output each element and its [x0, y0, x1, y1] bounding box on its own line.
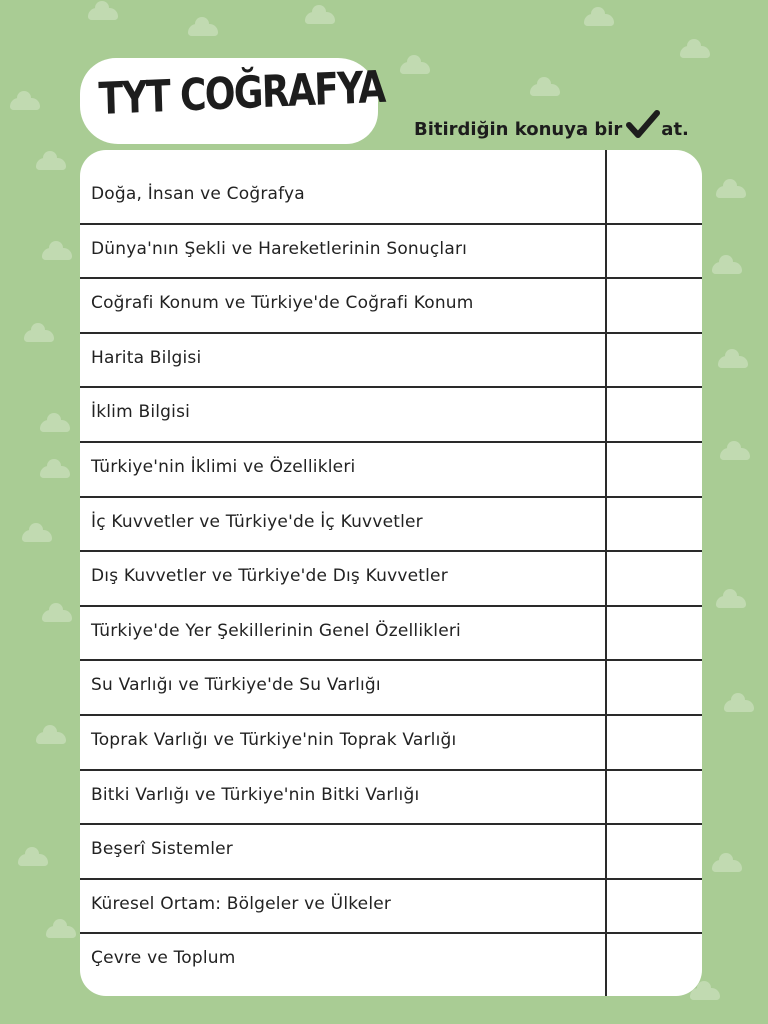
- topic-row: [80, 880, 702, 935]
- cloud-icon: [530, 84, 560, 96]
- checklist-sheet: [80, 150, 702, 996]
- cloud-icon: [188, 24, 218, 36]
- cloud-icon: [24, 330, 54, 342]
- topic-checkbox[interactable]: [606, 934, 702, 989]
- cloud-icon: [10, 98, 40, 110]
- topic-row: [80, 279, 702, 334]
- page-title: TYT COĞRAFYA: [98, 61, 386, 125]
- topic-row: [80, 334, 702, 389]
- topic-checkbox[interactable]: [606, 825, 702, 878]
- topic-checkbox[interactable]: [606, 170, 702, 223]
- topic-label: Coğrafi Konum ve Türkiye'de Coğrafi Konum: [91, 293, 474, 314]
- topic-row: [80, 607, 702, 662]
- cloud-icon: [40, 466, 70, 478]
- cloud-icon: [712, 262, 742, 274]
- cloud-icon: [42, 610, 72, 622]
- topic-label: Türkiye'nin İklimi ve Özellikleri: [91, 456, 356, 477]
- topic-row: [80, 443, 702, 498]
- topic-checkbox[interactable]: [606, 552, 702, 605]
- topic-row: [80, 934, 702, 989]
- cloud-icon: [88, 8, 118, 20]
- topic-row: [80, 771, 702, 826]
- cloud-icon: [712, 860, 742, 872]
- cloud-icon: [716, 186, 746, 198]
- topic-row: [80, 225, 702, 280]
- topic-checkbox[interactable]: [606, 771, 702, 824]
- topic-row: [80, 716, 702, 771]
- topic-row: [80, 552, 702, 607]
- cloud-icon: [18, 854, 48, 866]
- instruction-text: [414, 114, 689, 144]
- cloud-icon: [690, 988, 720, 1000]
- cloud-icon: [36, 158, 66, 170]
- cloud-icon: [22, 530, 52, 542]
- topic-label: Türkiye'de Yer Şekillerinin Genel Özellikleri: [91, 620, 461, 641]
- topic-label: Toprak Varlığı ve Türkiye'nin Toprak Varlığı: [91, 729, 457, 750]
- topic-checkbox[interactable]: [606, 279, 702, 332]
- topic-label: Doğa, İnsan ve Coğrafya: [91, 184, 305, 204]
- cloud-icon: [720, 448, 750, 460]
- topic-checkbox[interactable]: [606, 498, 702, 551]
- cloud-icon: [584, 14, 614, 26]
- topic-label: Dış Kuvvetler ve Türkiye'de Dış Kuvvetler: [91, 566, 448, 587]
- topic-checkbox[interactable]: [606, 388, 702, 441]
- topic-checkbox[interactable]: [606, 880, 702, 933]
- cloud-icon: [718, 356, 748, 368]
- checkmark-icon: [626, 110, 660, 140]
- topic-label: İç Kuvvetler ve Türkiye'de İç Kuvvetler: [91, 511, 423, 532]
- topic-label: Bitki Varlığı ve Türkiye'nin Bitki Varlığı: [91, 784, 420, 805]
- topic-label: Beşerî Sistemler: [91, 839, 233, 860]
- topic-checkbox[interactable]: [606, 225, 702, 278]
- cloud-icon: [716, 596, 746, 608]
- topic-label: Su Varlığı ve Türkiye'de Su Varlığı: [91, 675, 381, 696]
- topic-row: [80, 388, 702, 443]
- topic-row: [80, 825, 702, 880]
- cloud-icon: [36, 732, 66, 744]
- cloud-icon: [400, 62, 430, 74]
- topic-checkbox[interactable]: [606, 443, 702, 496]
- topic-row: [80, 170, 702, 225]
- topic-checkbox[interactable]: [606, 607, 702, 660]
- cloud-icon: [42, 248, 72, 260]
- topic-checkbox[interactable]: [606, 661, 702, 714]
- topic-label: Harita Bilgisi: [91, 347, 202, 368]
- instruction-before: Bitirdiğin konuya bir: [414, 118, 623, 140]
- topic-label: İklim Bilgisi: [91, 402, 191, 423]
- cloud-icon: [46, 926, 76, 938]
- cloud-icon: [40, 420, 70, 432]
- topic-label: Çevre ve Toplum: [91, 948, 236, 969]
- topic-list: [80, 170, 702, 989]
- instruction-after: at.: [661, 118, 689, 140]
- cloud-icon: [680, 46, 710, 58]
- cloud-icon: [724, 700, 754, 712]
- topic-row: [80, 498, 702, 553]
- topic-checkbox[interactable]: [606, 334, 702, 387]
- topic-row: [80, 661, 702, 716]
- topic-checkbox[interactable]: [606, 716, 702, 769]
- topic-label: Dünya'nın Şekli ve Hareketlerinin Sonuçları: [91, 238, 468, 259]
- cloud-icon: [305, 12, 335, 24]
- topic-label: Küresel Ortam: Bölgeler ve Ülkeler: [91, 893, 392, 914]
